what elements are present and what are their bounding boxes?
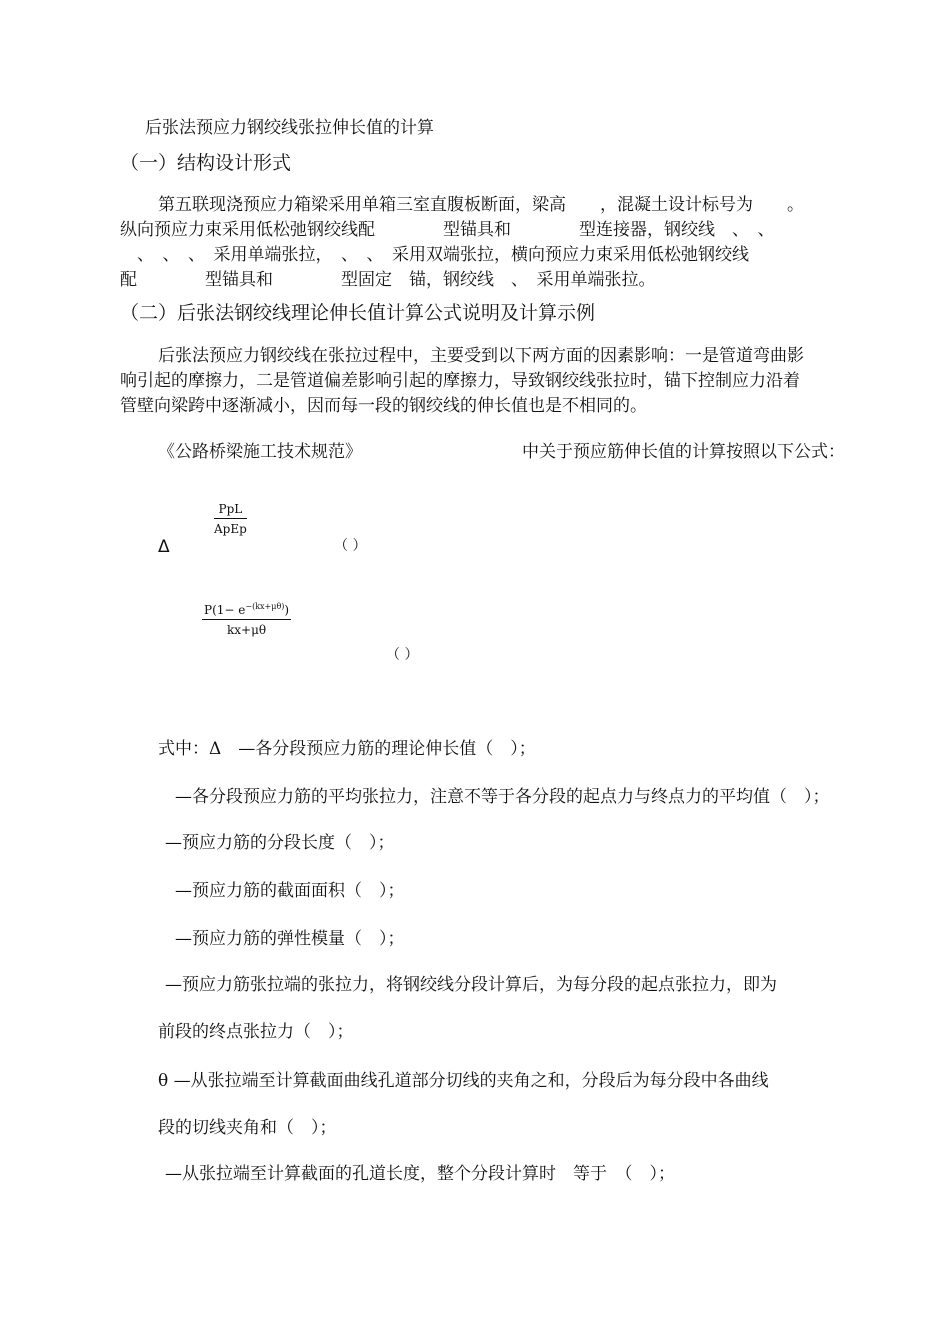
formula2-number: （ ）: [386, 647, 419, 663]
section2-line: 管壁向梁跨中逐渐减小，因而每一段的钢绞线的伸长值也是不相同的。: [120, 396, 647, 416]
definition-line: —预应力筋的分段长度（ ）；: [165, 833, 395, 853]
section1-line: 、 、 、 采用单端张拉， 、 、 采用双端张拉，横向预应力束采用低松弛钢绞线: [120, 245, 749, 265]
definition-line: —从张拉端至计算截面的孔道长度，整个分段计算时 等于 （ ）；: [165, 1164, 675, 1184]
formula1-delta: Δ: [158, 537, 170, 557]
definition-line: 前段的终点张拉力（ ）；: [158, 1022, 354, 1042]
spec-reference: 《公路桥梁施工技术规范》: [158, 442, 362, 462]
formula2-denominator: kx+μθ: [226, 623, 267, 637]
section-heading-1: （一）结构设计形式: [120, 152, 292, 174]
definition-line: —各分段预应力筋的平均张拉力，注意不等于各分段的起点力与终点力的平均值（ ）；: [175, 787, 830, 807]
spec-reference-tail: 中关于预应筋伸长值的计算按照以下公式：: [522, 442, 845, 462]
formula2-fraction: [202, 600, 291, 637]
section1-line: 纵向预应力束采用低松弛钢绞线配 型锚具和 型连接器，钢绞线 、 、: [120, 220, 775, 240]
definition-line: θ —从张拉端至计算截面曲线孔道部分切线的夹角之和，分段后为每分段中各曲线: [158, 1071, 769, 1091]
definition-line: 式中：Δ —各分段预应力筋的理论伸长值（ ）；: [158, 739, 536, 759]
document-title: 后张法预应力钢绞线张拉伸长值的计算: [145, 118, 434, 138]
section2-line: 后张法预应力钢绞线在张拉过程中，主要受到以下两方面的因素影响：一是管道弯曲影: [158, 346, 804, 366]
formula2-numerator: [202, 600, 291, 620]
formula2-num-close: ): [284, 603, 290, 617]
section1-line: 配 型锚具和 型固定 锚，钢绞线 、 采用单端张拉。: [120, 270, 656, 290]
definition-line: —预应力筋的弹性模量（ ）；: [175, 929, 405, 949]
section-heading-2: （二）后张法钢绞线理论伸长值计算公式说明及计算示例: [120, 302, 596, 324]
formula2-num-exponent: −(kx+μθ): [245, 602, 285, 611]
definition-line: —预应力筋张拉端的张拉力，将钢绞线分段计算后，为每分段的起点张拉力，即为: [165, 975, 777, 995]
formula1-number: （ ）: [334, 538, 367, 554]
formula1-denominator: ApEp: [214, 522, 247, 536]
section1-line: 第五联现浇预应力箱梁采用单箱三室直腹板断面，梁高 ，混凝土设计标号为 。: [158, 195, 804, 215]
formula2-num-main: P(1− e: [204, 603, 246, 617]
section2-line: 响引起的摩擦力，二是管道偏差影响引起的摩擦力，导致钢绞线张拉时，锚下控制应力沿着: [120, 371, 800, 391]
definition-line: 段的切线夹角和（ ）；: [158, 1118, 337, 1138]
formula1-numerator: PpL: [214, 502, 247, 519]
formula1-fraction: [214, 502, 247, 536]
definition-line: —预应力筋的截面面积（ ）；: [175, 881, 405, 901]
